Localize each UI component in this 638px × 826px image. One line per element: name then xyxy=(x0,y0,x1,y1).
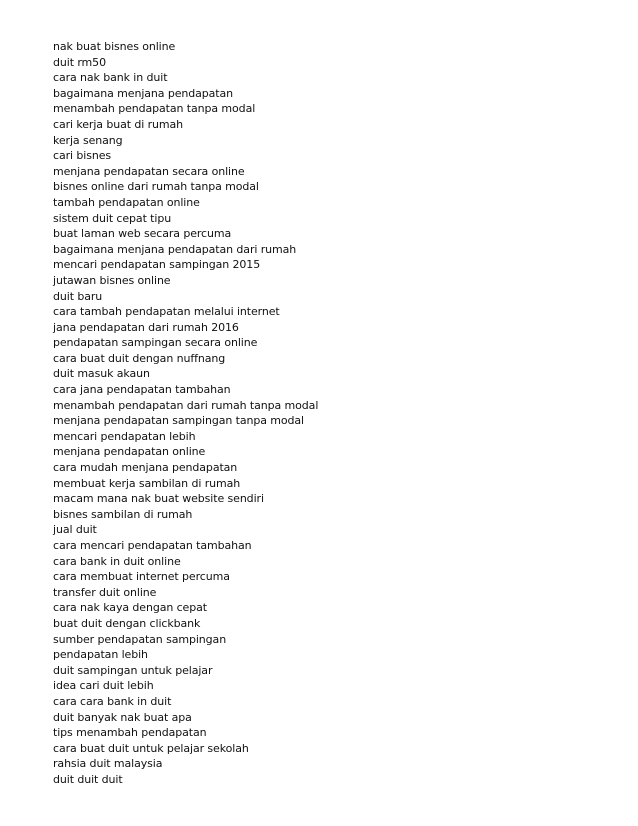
list-item: bisnes online dari rumah tanpa modal xyxy=(53,180,259,194)
list-item: kerja senang xyxy=(53,133,123,147)
list-item: bisnes sambilan di rumah xyxy=(53,507,193,521)
list-item: sistem duit cepat tipu xyxy=(53,211,172,225)
list-item: rahsia duit malaysia xyxy=(53,757,163,771)
list-item: menjana pendapatan secara online xyxy=(53,164,245,178)
list-item: buat duit dengan clickbank xyxy=(53,616,201,630)
list-item: tips menambah pendapatan xyxy=(53,726,207,740)
list-item: sumber pendapatan sampingan xyxy=(53,632,227,646)
list-item: cara tambah pendapatan melalui internet xyxy=(53,305,280,319)
list-item: cara mudah menjana pendapatan xyxy=(53,461,238,475)
list-item: bagaimana menjana pendapatan xyxy=(53,86,234,100)
list-item: cara jana pendapatan tambahan xyxy=(53,383,231,397)
list-item: cara mencari pendapatan tambahan xyxy=(53,539,252,552)
list-item: cara buat duit dengan nuffnang xyxy=(53,351,226,365)
list-item: menjana pendapatan sampingan tanpa modal xyxy=(53,414,305,428)
list-item: mencari pendapatan lebih xyxy=(53,429,196,443)
list-item: pendapatan lebih xyxy=(53,648,148,662)
list-item: menambah pendapatan dari rumah tanpa modal xyxy=(53,398,319,412)
keyword-list xyxy=(53,39,318,788)
list-item: cara membuat internet percuma xyxy=(53,570,230,584)
list-item: duit masuk akaun xyxy=(53,367,150,381)
list-item: cara bank in duit online xyxy=(53,554,181,568)
list-item: tambah pendapatan online xyxy=(53,195,200,209)
list-item: buat laman web secara percuma xyxy=(53,227,232,241)
list-item: duit rm50 xyxy=(53,55,106,69)
list-item: cara buat duit untuk pelajar sekolah xyxy=(53,741,249,755)
list-item: jutawan bisnes online xyxy=(53,273,171,287)
list-item: idea cari duit lebih xyxy=(53,679,154,693)
list-item: nak buat bisnes online xyxy=(53,40,176,53)
list-item: duit banyak nak buat apa xyxy=(53,710,192,724)
list-item: duit duit duit xyxy=(53,772,123,786)
list-item: pendapatan sampingan secara online xyxy=(53,336,258,350)
list-item: macam mana nak buat website sendiri xyxy=(53,492,264,506)
list-item: mencari pendapatan sampingan 2015 xyxy=(53,258,261,272)
list-item: transfer duit online xyxy=(53,585,157,599)
list-item: menjana pendapatan online xyxy=(53,445,206,459)
list-item: duit sampingan untuk pelajar xyxy=(53,663,213,677)
list-item: menambah pendapatan tanpa modal xyxy=(53,102,256,116)
list-item: cara nak kaya dengan cepat xyxy=(53,601,207,615)
list-item: duit baru xyxy=(53,289,103,303)
list-item: cara nak bank in duit xyxy=(53,71,168,85)
list-item: membuat kerja sambilan di rumah xyxy=(53,476,241,490)
list-item: jual duit xyxy=(53,523,97,537)
list-item: bagaimana menjana pendapatan dari rumah xyxy=(53,242,297,256)
list-item: cari kerja buat di rumah xyxy=(53,117,183,131)
list-item: cari bisnes xyxy=(53,149,112,163)
list-item: jana pendapatan dari rumah 2016 xyxy=(53,320,239,334)
list-item: cara cara bank in duit xyxy=(53,694,172,708)
